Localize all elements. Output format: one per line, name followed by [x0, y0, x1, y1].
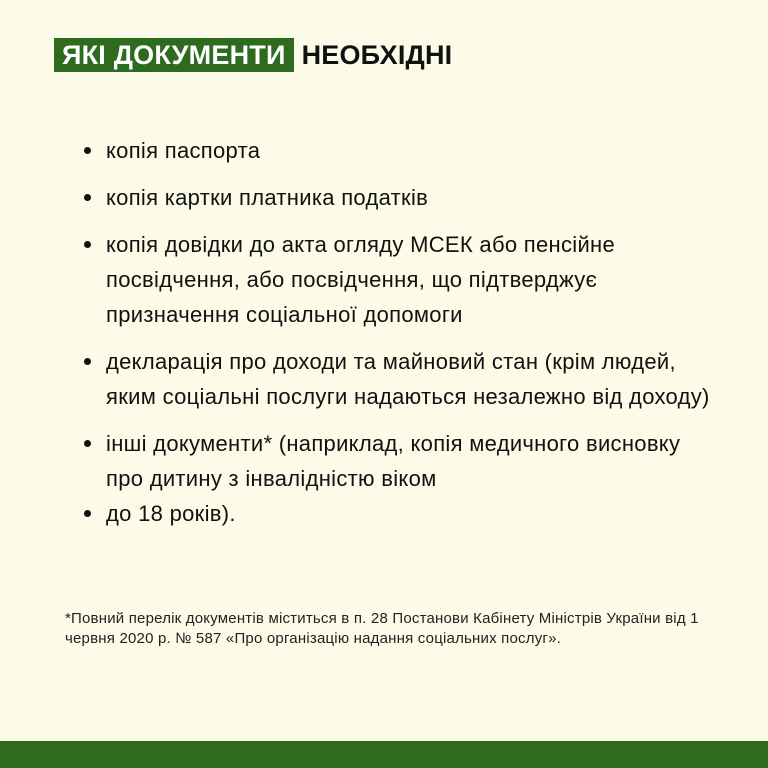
list-item [78, 426, 718, 496]
title-highlight: ЯКІ ДОКУМЕНТИ [54, 38, 294, 72]
bullet-icon [78, 227, 106, 262]
documents-list [78, 133, 718, 543]
page-title [54, 38, 452, 72]
footnote: *Повний перелік документів міститься в п. 28 Постанови Кабінету Міністрів України від 1 червня 2020 р. № 587 «Про організацію надання соціальних послуг». [65, 610, 699, 647]
list-item [78, 133, 718, 168]
list-item-text: копія картки платника податків [106, 185, 429, 210]
list-item-text: декларація про доходи та майновий стан (крім людей, яким соціальні послуги надаються незалежно від доходу) [106, 349, 710, 409]
list-item [78, 180, 718, 215]
title-rest: НЕОБХІДНІ [301, 40, 453, 70]
list-item-text: до 18 років). [106, 501, 236, 526]
list-item-text: копія довідки до акта огляду МСЕК або пенсійне посвідчення, або посвідчення, що підтверджує призначення соціальної допомоги [106, 232, 616, 327]
bullet-icon [78, 344, 106, 379]
bullet-icon [78, 180, 106, 215]
bullet-icon [78, 426, 106, 461]
list-item [78, 344, 718, 414]
list-item [78, 227, 718, 332]
list-item-text: інші документи* (наприклад, копія медичного висновку про дитину з інвалідністю віком [106, 431, 681, 491]
bullet-icon [78, 496, 106, 531]
list-item [78, 496, 718, 531]
bullet-icon [78, 133, 106, 168]
list-item-text: копія паспорта [106, 138, 261, 163]
bottom-bar [0, 741, 768, 768]
